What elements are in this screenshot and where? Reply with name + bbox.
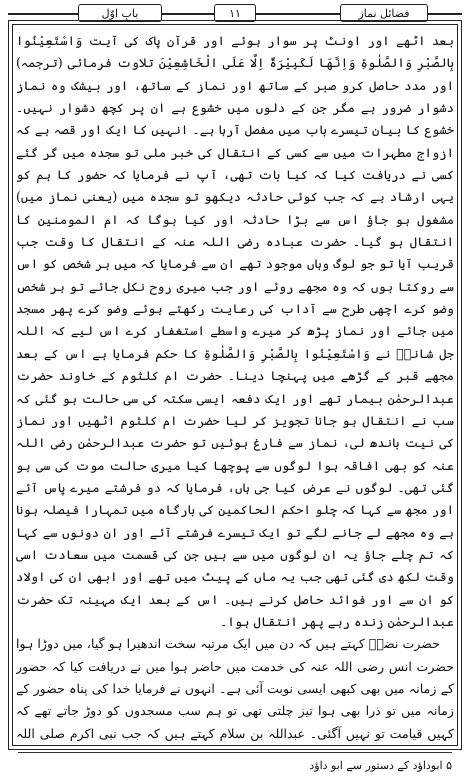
header-rule-left (8, 13, 78, 15)
header-rule-mid-right (256, 13, 340, 15)
footnote-divider (18, 752, 452, 753)
chapter-marker: بابِ اوّل (78, 4, 162, 22)
main-text (16, 30, 454, 742)
page-number: ۱۱ (214, 4, 256, 22)
header-rule-mid-left (162, 13, 214, 15)
book-title: فضائل نماز (340, 4, 428, 22)
paragraph: بعد اٹھے اور اونٹ پر سوار ہوئے اور قرآن پاک کی آیت وَاسْتَعِيْنُوا بِالصَّبْرِ وَالصَّلٰوةِ وَاِنَّهَا لَكَبِيْرَةٌ اِلَّا عَلَى الْخَاشِعِيْنَ تلاوت فرمائی (ترجمہ) اور مدد حاصل کرو صبر کے ساتھ اور نماز کے ساتھ، اور بیشک وہ نماز دشوار ضرور ہے مگر جن کے دلوں میں خشوع ہے ان پر کچھ دشوار نہیں۔ خشوع کا بیان تیسرے باب میں مفصل آرہا ہے۔ انہیں کا ایک اور قصہ ہے کہ ازواج مطہرات میں سے کسی کے انتقال کی خبر ملی تو سجدہ میں گر گئے کسی نے دریافت کیا کہ کیا بات تھی، آپ نے فرمایا کہ حضور کا ہم کو یہی ارشاد ہے کہ جب کوئی حادثہ دیکھو تو سجدہ میں (یعنی نماز میں) مشغول ہو جاؤ اس سے بڑا حادثہ اور کیا ہوگا کہ ام المومنین کا انتقال ہو گیا۔ حضرت عبادہ رضی اللہ عنہ کے انتقال کا وقت جب قریب آیا تو جو لوگ وہاں موجود تھے ان سے فرمایا کہ میں ہر شخص کو اس سے روکتا ہوں کہ وہ مجھے روئے اور جب میری روح نکل جائے تو ہر شخص وضو کرے اچھی طرح سے آداب کی رعایت رکھتے ہوئے وضو کرے پھر مسجد میں جائے اور نماز پڑھ کر میرے واسطے استغفار کرے اس لیے کہ اللہ جل شانہٗ نے وَاسْتَعِيْنُوا بِالصَّبْرِ وَالصَّلٰوةِ کا حکم فرمایا ہے اس کے بعد مجھے قبر کے گڑھے میں پہنچا دینا۔ حضرت ام کلثوم کے خاوند حضرت عبدالرحمٰن بیمار تھے اور ایک دفعہ ایسی سکتہ کی سی حالت ہو گئی کہ سب نے انتقال ہو جانا تجویز کر لیا حضرت ام کلثوم اٹھیں اور نماز کی نیت باندھ لی، نماز سے فارغ ہوئیں تو حضرت عبدالرحمٰن رضی اللہ عنہ کو بھی افاقہ ہوا لوگوں سے پوچھا کیا میری حالت موت کی سی ہو گئی تھی۔ لوگوں نے عرض کیا جی ہاں، فرمایا کہ دو فرشتے میرے پاس آئے اور مجھ سے کہا کہ چلو احکم الحاکمین کی بارگاہ میں تمہارا فیصلہ ہونا ہے وہ مجھے لے جانے لگے تو ایک تیسرے فرشتے آئے اور ان دونوں سے کہا کہ تم چلے جاؤ یہ ان لوگوں میں سے ہیں جن کی قسمت میں سعادت اسی وقت لکھ دی گئی تھی جب یہ ماں کے پیٹ میں تھے اور ابھی ان کی اولاد کو ان سے اور فوائد حاصل کرنے ہیں۔ اس کے بعد ایک مہینہ تک حضرت عبدالرحمٰن زندہ رہے پھر انتقال ہوا۔ (16, 33, 454, 629)
paragraph: حضرت نضرؓ کہتے ہیں کہ دن میں ایک مرتبہ سخت اندھیرا ہو گیا، میں دوڑا ہوا حضرت انس رضی اللہ عنہ کی خدمت میں حاضر ہوا میں نے دریافت کیا کہ حضور کے زمانہ میں بھی کبھی ایسی نوبت آئی ہے۔ انہوں نے فرمایا خدا کی پناہ حضور کے زمانہ میں تو ذرا بھی ہوا تیز چلتی تھی تو ہم سب مسجدوں کو دوڑ جاتے تھے کہ کہیں قیامت تو نہیں آگئی۔ عبداللہ بن سلام کہتے ہیں کہ جب نبی اکرم صلی اللہ (16, 636, 454, 741)
footnote: ۵ ابوداؤد کے دستور سے ابو داؤد (309, 759, 452, 772)
header-rule-right (428, 13, 462, 15)
